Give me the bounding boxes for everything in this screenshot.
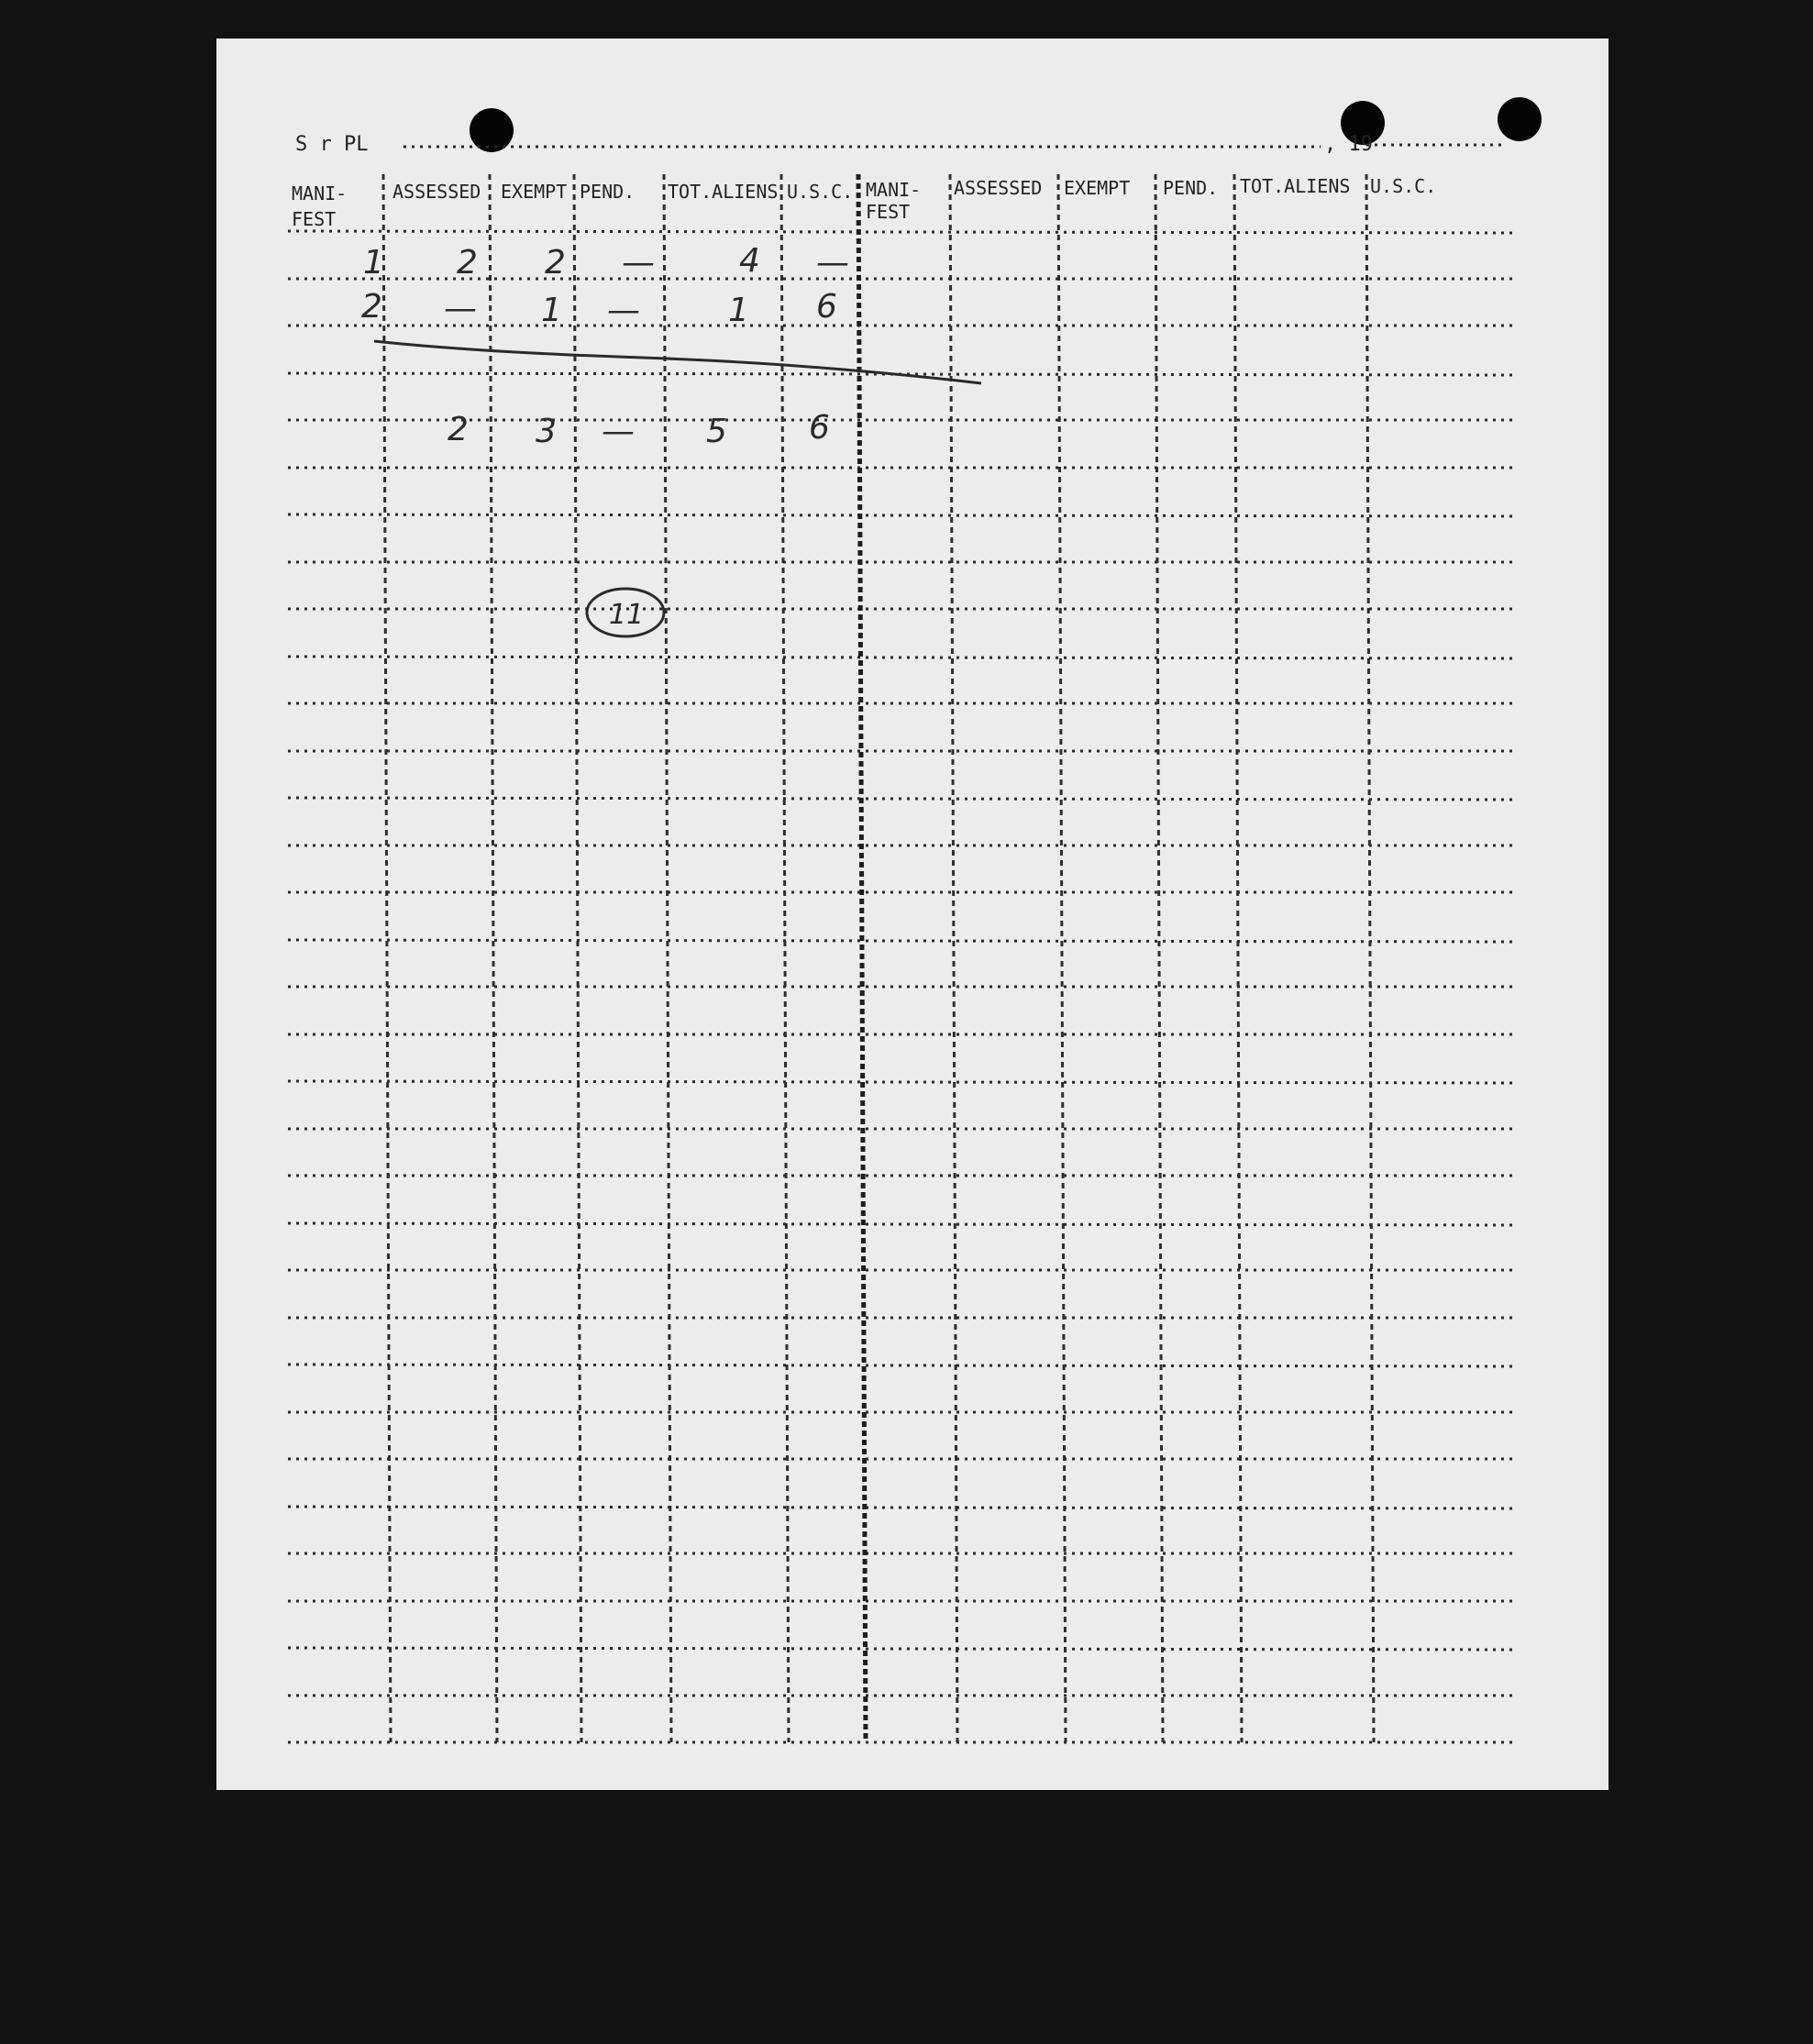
total-pend: — — [602, 413, 635, 450]
col-header-tot-aliens: TOT.ALIENS — [668, 181, 779, 203]
entry-r2-assessed: — — [444, 290, 477, 327]
grid-row-line — [288, 1223, 1513, 1225]
form-header-right: , 19 — [1324, 133, 1373, 156]
entry-r1-exempt: 2 — [545, 244, 566, 282]
col-header-exempt-right: EXEMPT — [1064, 177, 1131, 199]
punch-hole-1 — [470, 108, 514, 152]
circled-note-value: 11 — [609, 599, 645, 631]
entry-r2-manifest: 2 — [361, 288, 382, 326]
entry-r2-exempt: 1 — [541, 292, 562, 329]
col-header-usc-right: U.S.C. — [1370, 175, 1437, 197]
col-header-tot-aliens-right: TOT.ALIENS — [1240, 175, 1351, 197]
col-header-exempt: EXEMPT — [501, 181, 568, 203]
grid-row-line — [288, 1081, 1513, 1083]
grid-row-line — [288, 940, 1513, 942]
entry-r1-tot-aliens: 4 — [739, 242, 760, 280]
grid-row-line — [288, 657, 1513, 658]
grid-row-line — [288, 1365, 1513, 1366]
col-header-manifest-right-2: FEST — [866, 201, 911, 223]
grid-row-line — [288, 1648, 1513, 1650]
col-header-pend: PEND. — [580, 181, 636, 203]
col-header-pend-right: PEND. — [1163, 177, 1219, 199]
grid-row-line — [288, 514, 1513, 516]
total-exempt: 3 — [536, 413, 557, 450]
total-assessed: 2 — [448, 411, 469, 448]
total-tot-aliens: 5 — [706, 413, 727, 450]
punch-hole-3 — [1498, 97, 1542, 141]
form-header-left: S r PL — [295, 133, 369, 156]
entry-r2-pend: — — [607, 292, 640, 329]
paper-sheet — [216, 39, 1608, 1790]
col-header-manifest: MANI- — [292, 182, 348, 204]
grid-row-line — [288, 1507, 1513, 1508]
entry-r1-assessed: 2 — [457, 244, 478, 282]
entry-r1-usc: — — [816, 244, 849, 282]
entry-r1-pend: — — [622, 244, 655, 282]
total-usc: 6 — [809, 409, 830, 447]
col-header-usc: U.S.C. — [787, 181, 854, 203]
col-header-manifest-2: FEST — [292, 208, 337, 230]
grid-row-line — [288, 798, 1513, 800]
col-header-assessed: ASSESSED — [392, 181, 481, 203]
entry-r2-usc: 6 — [816, 288, 837, 326]
grid-row-line — [288, 231, 1513, 233]
entry-r2-tot-aliens: 1 — [728, 292, 749, 329]
col-header-assessed-right: ASSESSED — [954, 177, 1043, 199]
col-header-manifest-right: MANI- — [866, 179, 922, 201]
entry-r1-manifest: 1 — [363, 244, 384, 282]
